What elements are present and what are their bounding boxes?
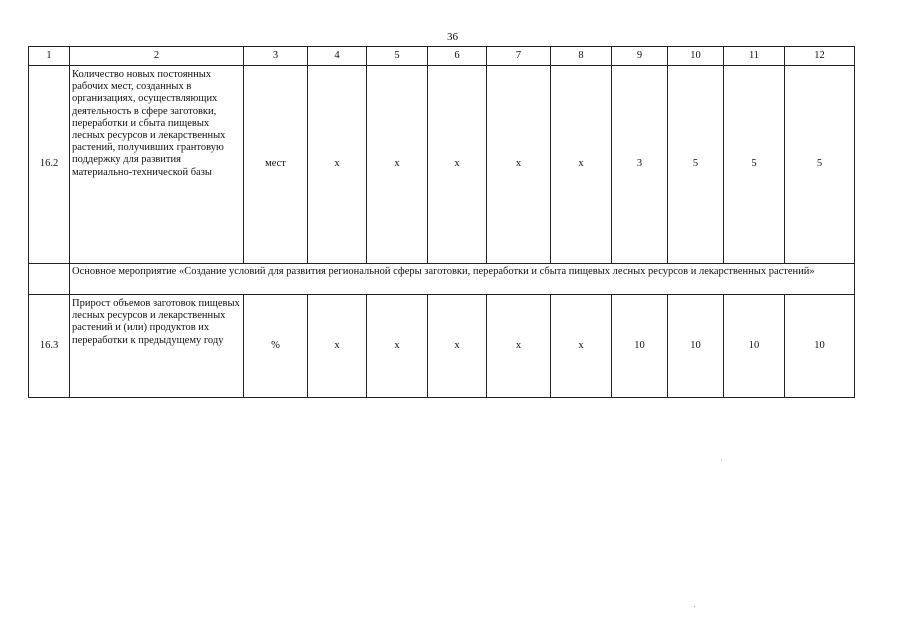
value-cell: х [428,295,487,398]
value-cell: х [308,295,367,398]
value-cell: х [367,295,428,398]
header-cell: 3 [244,47,308,66]
table-header-row [29,47,855,66]
value-cell: х [487,66,551,264]
header-cell: 7 [487,47,551,66]
row-number-cell: 16.2 [29,66,70,264]
indicators-table [28,46,855,398]
value-cell: 5 [724,66,785,264]
value-cell: 5 [785,66,855,264]
row-number-cell: 16.3 [29,295,70,398]
header-cell: 10 [668,47,724,66]
header-cell: 11 [724,47,785,66]
indicator-description-cell: Количество новых постоянных рабочих мест, созданных в организациях, осуществляющих деятельность в сфере заготовки, переработки и сбыта пищевых лесных ресурсов и лекарственных растений, получивших грантовую поддержку для развития материально-технической базы [70,66,244,264]
scan-speck [721,460,722,461]
value-cell: 10 [668,295,724,398]
value-cell: х [551,295,612,398]
value-cell: х [487,295,551,398]
header-cell: 12 [785,47,855,66]
page-number: 36 [447,31,458,43]
header-cell: 9 [612,47,668,66]
indicator-description-cell: Прирост объемов заготовок пищевых лесных ресурсов и лекарственных растений и (или) продуктов их переработки к предыдущему году [70,295,244,398]
empty-number-cell [29,264,70,295]
value-cell: 5 [668,66,724,264]
value-cell: 10 [724,295,785,398]
value-cell: 10 [785,295,855,398]
section-row [29,264,855,295]
unit-cell: % [244,295,308,398]
value-cell: х [308,66,367,264]
value-cell: х [367,66,428,264]
scan-speck [694,606,695,607]
table-row [29,295,855,398]
value-cell: х [428,66,487,264]
header-cell: 6 [428,47,487,66]
header-cell: 5 [367,47,428,66]
value-cell: 3 [612,66,668,264]
value-cell: 10 [612,295,668,398]
value-cell: х [551,66,612,264]
header-cell: 2 [70,47,244,66]
table-row [29,66,855,264]
header-cell: 8 [551,47,612,66]
section-title-cell: Основное мероприятие «Создание условий для развития региональной сферы заготовки, переработки и сбыта пищевых лесных ресурсов и лекарственных растений» [70,264,855,295]
header-cell: 1 [29,47,70,66]
unit-cell: мест [244,66,308,264]
header-cell: 4 [308,47,367,66]
